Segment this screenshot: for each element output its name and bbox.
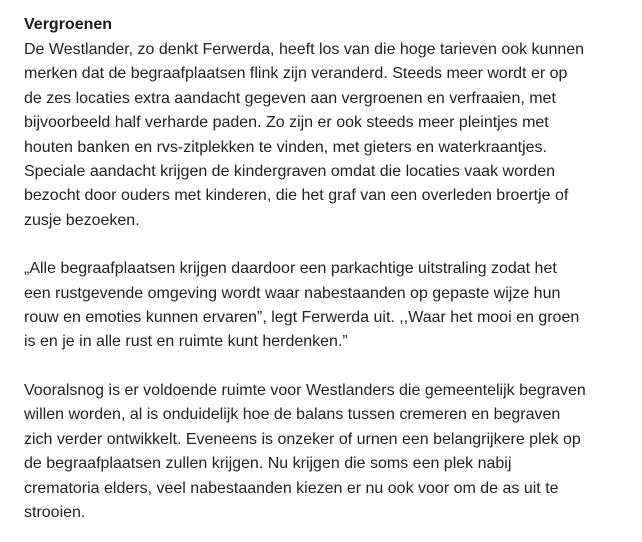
paragraph-line: rouw en emoties kunnen ervaren”, legt Ferwerda uit. ,,Waar het mooi en groen [24,309,580,327]
paragraph-line: strooien. [24,503,86,521]
paragraph-line: bijvoorbeeld half verharde paden. Zo zijn er ook steeds meer pleintjes met [24,114,549,132]
paragraph-line: de zes locaties extra aandacht gegeven aan vergroenen en verfraaien, met [24,89,556,107]
paragraph-line: de begraafplaatsen zullen krijgen. Nu krijgen die soms een plek nabij [24,455,512,473]
paragraph-line: „Alle begraafplaatsen krijgen daardoor een parkachtige uitstraling zodat het [24,260,557,278]
paragraph-line: willen worden, al is onduidelijk hoe de balans tussen cremeren en begraven [24,406,561,424]
paragraph-3 [24,379,624,525]
paragraph-line: een rustgevende omgeving wordt waar nabestaanden op gepaste wijze hun [24,284,561,302]
paragraph-line: De Westlander, zo denkt Ferwerda, heeft los van die hoge tarieven ook kunnen [24,41,585,58]
paragraph-line: zusje bezoeken. [24,211,140,229]
paragraph-line: Speciale aandacht krijgen de kindergraven omdat die locaties vaak worden [24,163,555,181]
paragraph-line: Vooralsnog is er voldoende ruimte voor Westlanders die gemeentelijk begraven [24,381,586,399]
paragraph-line: zich verder ontwikkelt. Eveneens is onzeker of urnen een belangrijkere plek op [24,430,581,448]
paragraph-1 [24,38,624,233]
paragraph-line: crematoria elders, veel nabestaanden kiezen er nu ook voor om de as uit te [24,479,559,497]
paragraph-line: houten banken en rvs-zitplekken te vinden, met gieters en waterkraantjes. [24,138,547,156]
paragraph-2-quote [24,257,624,355]
paragraph-line: is en je in alle rust en ruimte kunt herdenken.” [24,333,348,351]
paragraph-line: merken dat de begraafplaatsen flink zijn veranderd. Steeds meer wordt er op [24,65,568,83]
section-heading: Vergroenen [24,16,113,33]
paragraph-line: bezocht door ouders met kinderen, die het graf van een overleden broertje of [24,187,569,205]
